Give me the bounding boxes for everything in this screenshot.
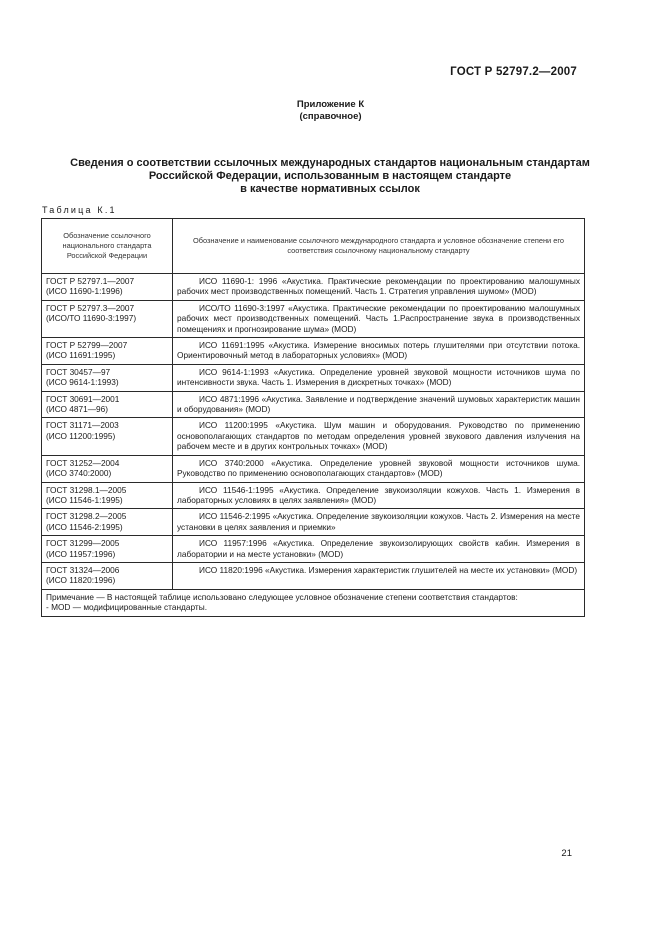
international-standard-cell: ИСО 11691:1995 «Акустика. Измерение вносимых потерь глушителями при отсутствии потока. Ориентировочный метод в лабораторных условиях» (MOD) <box>173 338 585 365</box>
annex-title: Приложение К <box>296 99 365 110</box>
main-title <box>40 157 620 196</box>
table-row <box>42 536 585 563</box>
international-standard-cell: ИСО 11546-2:1995 «Акустика. Определение звукоизоляции кожухов. Часть 2. Измерения на месте установки в целях заявления и приемки» <box>173 509 585 536</box>
international-standard-cell: ИСО 11546-1:1995 «Акустика. Определение звукоизоляции кожухов. Часть 1. Измерения в лабораторных условиях в целях заявления» (MOD) <box>173 482 585 509</box>
table-row <box>42 300 585 337</box>
national-standard-cell: ГОСТ 31298.1—2005 (ИСО 11546-1:1995) <box>42 482 173 509</box>
table-note: Примечание — В настоящей таблице использовано следующее условное обозначение степени соответствия стандартов: - MOD — модифицированные стандарты. <box>42 589 585 616</box>
table-row <box>42 455 585 482</box>
national-standard-cell: ГОСТ 31324—2006 (ИСО 11820:1996) <box>42 562 173 589</box>
national-standard-cell: ГОСТ 31298.2—2005 (ИСО 11546-2:1995) <box>42 509 173 536</box>
table-row <box>42 418 585 455</box>
main-title-line-1: Сведения о соответствии ссылочных международных стандартов национальным стандартам <box>70 157 590 169</box>
national-standard-cell: ГОСТ Р 52797.1—2007 (ИСО 11690-1:1996) <box>42 274 173 301</box>
table-row <box>42 338 585 365</box>
table-row <box>42 482 585 509</box>
national-standard-cell: ГОСТ 30691—2001 (ИСО 4871—96) <box>42 391 173 418</box>
international-standard-cell: ИСО/ТО 11690-3:1997 «Акустика. Практические рекомендации по проектированию малошумных рабочих мест производственных помещений. Часть 1.Распространение звука в производственных помещениях и прогнозирование шума» (MOD) <box>173 300 585 337</box>
national-standard-cell: ГОСТ 31252—2004 (ИСО 3740:2000) <box>42 455 173 482</box>
column-header-international: Обозначение и наименование ссылочного международного стандарта и условное обозначение степени его соответствия ссылочному национальному стандарту <box>173 219 585 274</box>
table-row <box>42 509 585 536</box>
page-number: 21 <box>561 848 572 859</box>
international-standard-cell: ИСО 11690-1: 1996 «Акустика. Практические рекомендации по проектированию малошумных рабочих мест производственных помещений. Часть 1. Стратегия управления шумом» (MOD) <box>173 274 585 301</box>
national-standard-cell: ГОСТ Р 52799—2007 (ИСО 11691:1995) <box>42 338 173 365</box>
international-standard-cell: ИСО 11820:1996 «Акустика. Измерения характеристик глушителей на месте их установки» (MOD) <box>173 562 585 589</box>
national-standard-cell: ГОСТ 31171—2003 (ИСО 11200:1995) <box>42 418 173 455</box>
international-standard-cell: ИСО 11957:1996 «Акустика. Определение звукоизолирующих свойств кабин. Измерения в лаборатории и на месте установки» (MOD) <box>173 536 585 563</box>
table-row <box>42 562 585 589</box>
table-row <box>42 364 585 391</box>
reference-table <box>41 218 585 617</box>
main-title-line-3: в качестве нормативных ссылок <box>240 183 420 195</box>
annex-heading <box>0 99 661 123</box>
international-standard-cell: ИСО 3740:2000 «Акустика. Определение уровней звуковой мощности источников шума. Руководство по применению основополагающих стандартов» (MOD) <box>173 455 585 482</box>
international-standard-cell: ИСО 4871:1996 «Акустика. Заявление и подтверждение значений шумовых характеристик машин и оборудования» (MOD) <box>173 391 585 418</box>
national-standard-cell: ГОСТ 31299—2005 (ИСО 11957:1996) <box>42 536 173 563</box>
international-standard-cell: ИСО 9614-1:1993 «Акустика. Определение уровней звуковой мощности источников шума по интенсивности звука. Часть 1. Измерения в дискретных точках» (MOD) <box>173 364 585 391</box>
national-standard-cell: ГОСТ Р 52797.3—2007 (ИСО/ТО 11690-3:1997) <box>42 300 173 337</box>
table-note-row <box>42 589 585 616</box>
international-standard-cell: ИСО 11200:1995 «Акустика. Шум машин и оборудования. Руководство по применению основополагающих стандартов по методам определения уровней звукового давления излучения на рабочем месте и в других контрольных точках» (MOD) <box>173 418 585 455</box>
national-standard-cell: ГОСТ 30457—97 (ИСО 9614-1:1993) <box>42 364 173 391</box>
table-row <box>42 274 585 301</box>
table-header-row <box>42 219 585 274</box>
document-id: ГОСТ Р 52797.2—2007 <box>450 66 577 78</box>
table-caption: Таблица К.1 <box>42 205 117 215</box>
column-header-national: Обозначение ссылочного национального стандарта Российской Федерации <box>42 219 173 274</box>
table-row <box>42 391 585 418</box>
annex-subtitle: (справочное) <box>299 111 362 122</box>
main-title-line-2: Российской Федерации, использованным в настоящем стандарте <box>148 170 512 182</box>
